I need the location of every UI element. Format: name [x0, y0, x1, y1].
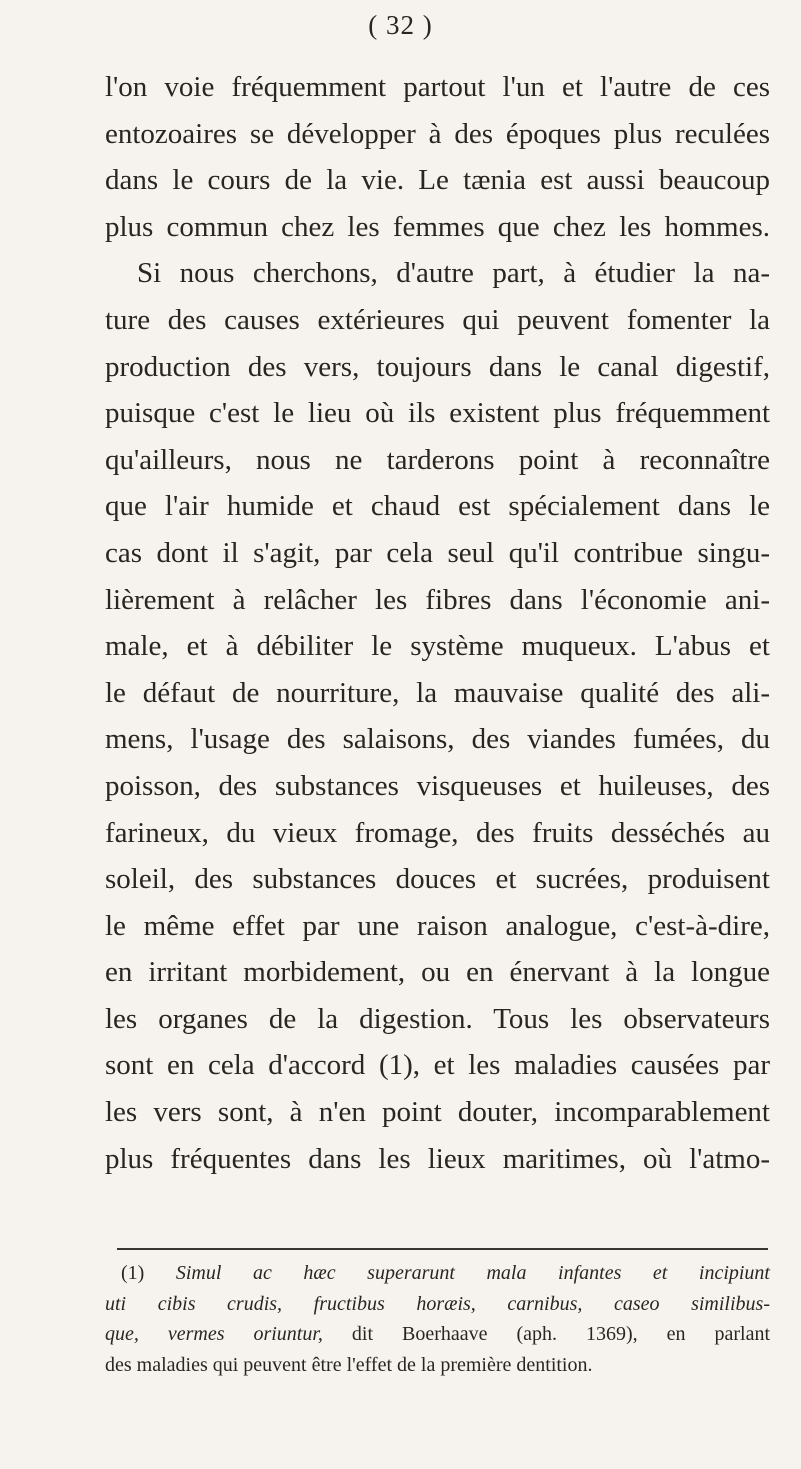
footnote-marker: (1) [121, 1262, 145, 1284]
body-line: farineux, du vieux fromage, des fruits desséchés au [105, 816, 770, 849]
body-line: lièrement à relâcher les fibres dans l'économie ani- [105, 583, 770, 616]
body-line: sont en cela d'accord (1), et les maladies causées par [105, 1049, 770, 1082]
body-line: Si nous cherchons, d'autre part, à étudier la na- [137, 257, 770, 290]
body-line: puisque c'est le lieu où ils existent plus fréquemment [105, 397, 770, 430]
footnote-attribution: dit Boerhaave (aph. 1369), en parlant [322, 1323, 770, 1345]
body-line: entozoaires se développer à des époques plus reculées [105, 117, 770, 150]
footnote-latin-quote: Simul ac hæc superarunt mala infantes et incipiunt [175, 1262, 770, 1284]
footnote-line [105, 1258, 770, 1289]
body-line: male, et à débiliter le système muqueux. L'abus et [105, 630, 770, 663]
body-line: plus fréquentes dans les lieux maritimes, où l'atmo- [105, 1142, 770, 1175]
body-line: plus commun chez les femmes que chez les hommes. [105, 210, 770, 243]
body-line: production des vers, toujours dans le canal digestif, [105, 350, 770, 383]
body-line: qu'ailleurs, nous ne tarderons point à reconnaître [105, 443, 770, 476]
body-line: l'on voie fréquemment partout l'un et l'autre de ces [105, 71, 770, 103]
body-line: le même effet par une raison analogue, c'est-à-dire, [105, 909, 770, 942]
footnote-line [105, 1289, 770, 1320]
footnote-latin-quote: que, vermes oriuntur, [105, 1323, 323, 1345]
body-line: en irritant morbidement, ou en énervant à la longue [105, 956, 770, 989]
body-line: le défaut de nourriture, la mauvaise qualité des ali- [105, 676, 770, 709]
body-line: soleil, des substances douces et sucrées, produisent [105, 863, 770, 896]
body-line: que l'air humide et chaud est spécialement dans le [105, 490, 770, 523]
body-line: poisson, des substances visqueuses et huileuses, des [105, 769, 770, 802]
body-line: dans le cours de la vie. Le tænia est aussi beaucoup [105, 164, 770, 197]
body-line: mens, l'usage des salaisons, des viandes fumées, du [105, 723, 770, 756]
footnote-line: des maladies qui peuvent être l'effet de la première dentition. [105, 1353, 593, 1376]
body-text [105, 64, 770, 1182]
footnote-latin-quote: uti cibis crudis, fructibus horæis, carnibus, caseo similibus- [105, 1292, 770, 1315]
footnote [105, 1258, 770, 1380]
body-line: cas dont il s'agit, par cela seul qu'il contribue singu- [105, 536, 770, 569]
page-number: ( 32 ) [368, 10, 433, 40]
body-line: les vers sont, à n'en point douter, incomparablement [105, 1096, 770, 1129]
footnote-divider [117, 1248, 768, 1250]
footnote-line [105, 1319, 770, 1350]
body-line: les organes de la digestion. Tous les observateurs [105, 1002, 770, 1035]
body-line: ture des causes extérieures qui peuvent fomenter la [105, 303, 770, 336]
